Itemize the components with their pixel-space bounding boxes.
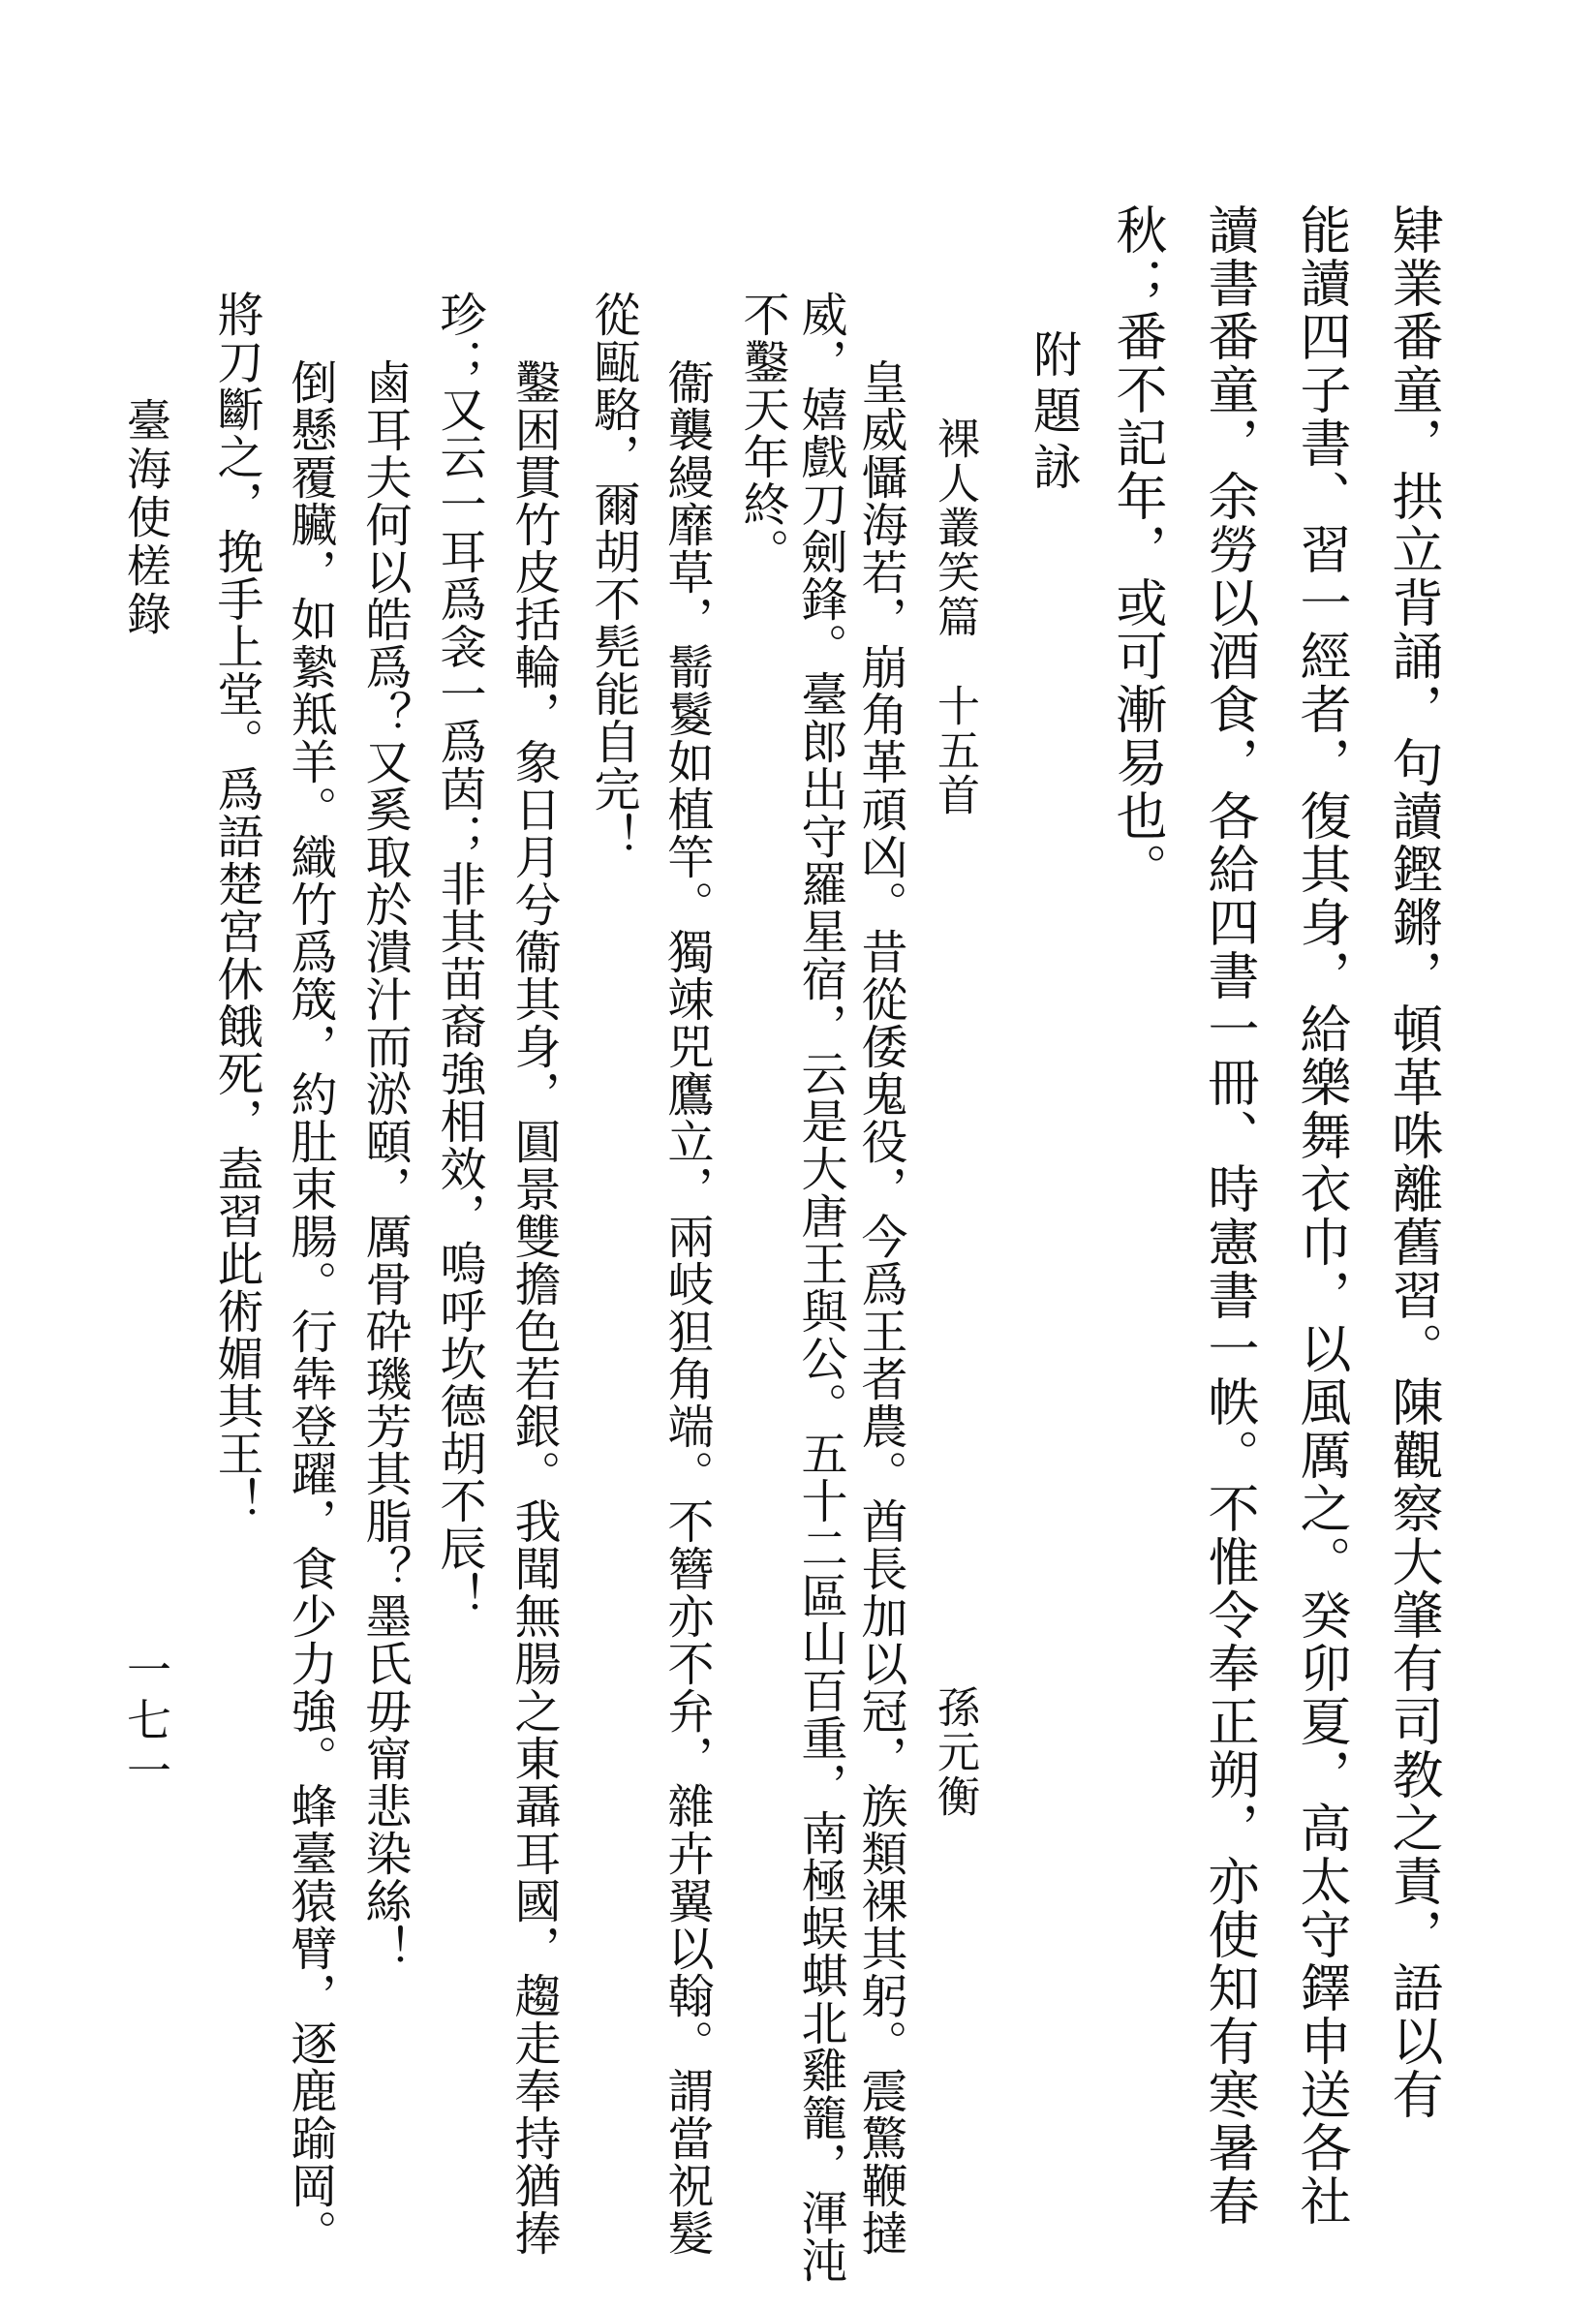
poem-line-6: 鑿困貫竹皮括輪，象日月兮衞其身，圓景雙擔色若銀。我聞無腸之東聶耳國，趨走奉持猶捧 bbox=[506, 358, 561, 2257]
section-heading: 附題詠 bbox=[1026, 329, 1082, 498]
poem-line-5: 從甌駱，爾胡不髡能自完！ bbox=[586, 291, 640, 860]
prose-line-1: 肄業番童，拱立背誦，句讀鏗鏘，頓革咮離舊習。陳觀察大肇有司教之責，語以有 bbox=[1384, 203, 1443, 2121]
poem-line-10: 將刀斷之，挽手上堂。爲語楚宮休餓死，盍習此術媚其王！ bbox=[209, 291, 263, 1525]
prose-line-3: 讀書番童，余勞以酒食，各給四書一冊、時憲書一帙。不惟令奉正朔，亦使知有寒暑春 bbox=[1200, 203, 1259, 2228]
book-title: 臺海使槎錄 bbox=[120, 397, 172, 639]
poem-line-4: 衞襲縵靡草，鬋鬉如植竿。獨竦兕鷹立，兩岐狚角端。不簪亦不弁，雜卉翼以翰。謂當祝髮 bbox=[660, 358, 714, 2257]
poem-line-3: 不鑿天年終。 bbox=[735, 291, 789, 575]
prose-line-2: 能讀四子書、習一經者，復其身，給樂舞衣巾，以風厲之。癸卯夏，高太守鐸申送各社 bbox=[1292, 203, 1351, 2228]
poem-title: 裸人叢笑篇 十五首 bbox=[930, 416, 979, 817]
poem-author: 孫元衡 bbox=[930, 1685, 979, 1819]
poem-line-2: 威，嬉戲刀劍鋒。臺郎出守羅星宿，云是大唐王與公。五十二區山百重，南極蜈蜞北雞籠，渾沌 bbox=[793, 291, 847, 2284]
poem-line-8: 鹵耳夫何以皓爲？又奚取於潰汁而淤頤，厲骨砕璣芳其脂？墨氏毋甯悲染絲！ bbox=[357, 358, 412, 1972]
poem-line-9: 倒懸覆臟，如縶羝羊。織竹爲筬，約肚束腸。行犇登躍，食少力強。蜂臺猿臂，逐鹿踰岡。 bbox=[283, 358, 337, 2257]
prose-line-4: 秋；番不記年，或可漸易也。 bbox=[1108, 203, 1167, 896]
poem-line-7: 珍；又云一耳爲衾一爲茵；非其苗裔強相效，嗚呼坎德胡不辰！ bbox=[432, 291, 486, 1619]
page-number: 一七一 bbox=[120, 1647, 172, 1798]
poem-line-1: 皇威懾海若，崩角革頑凶。昔從倭鬼役，今爲王者農。酋長加以冠，族類裸其躬。震驚鞭撻 bbox=[853, 358, 907, 2257]
